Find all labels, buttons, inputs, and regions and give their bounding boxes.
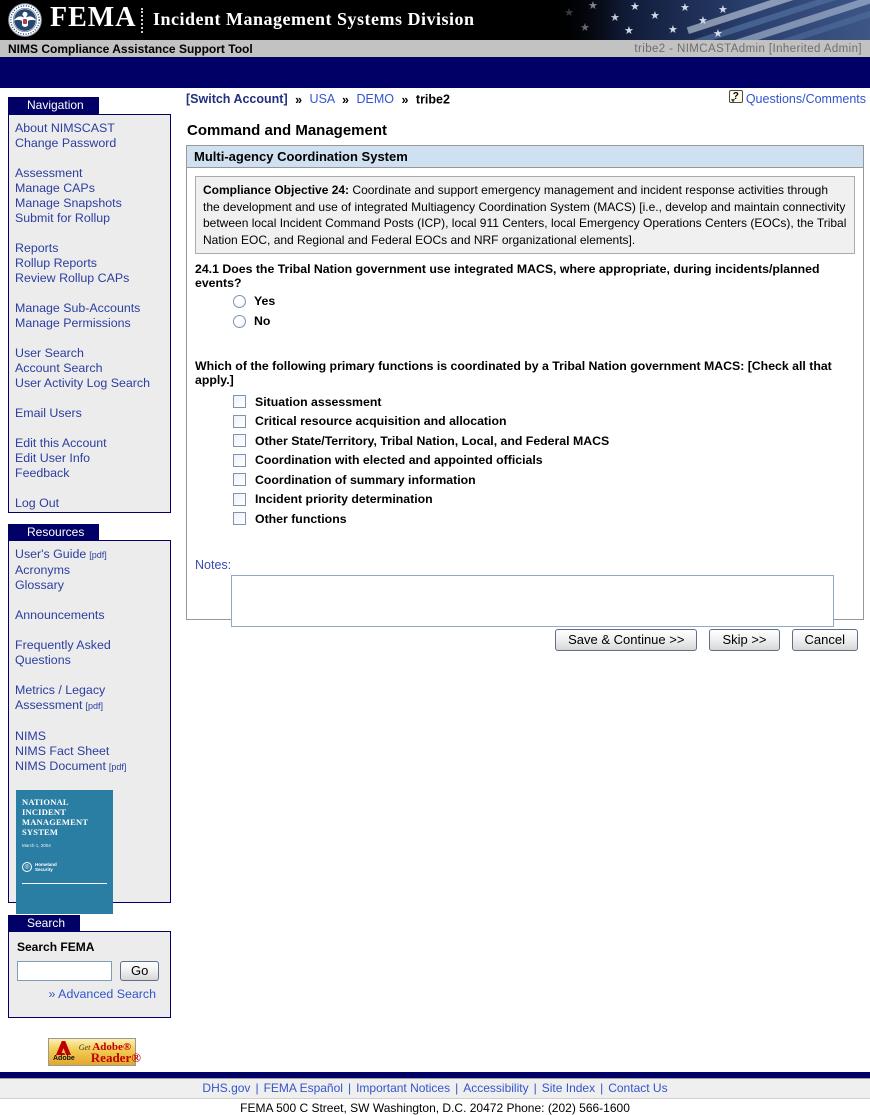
link-nims-fact-sheet[interactable]: NIMS Fact Sheet (15, 744, 110, 758)
link-account-search[interactable]: Account Search (15, 361, 103, 375)
link-change-password[interactable]: Change Password (15, 136, 117, 150)
sidebar-search-box (8, 931, 171, 1018)
go-button[interactable]: Go (120, 961, 159, 981)
svg-text:★: ★ (650, 10, 660, 22)
checkbox-coordination-officials[interactable] (233, 454, 246, 467)
link-feedback[interactable]: Feedback (15, 466, 70, 480)
link-manage-permissions[interactable]: Manage Permissions (15, 316, 131, 330)
svg-text:★: ★ (698, 15, 708, 27)
link-manage-snapshots[interactable]: Manage Snapshots (15, 196, 122, 210)
question-24-1: 24.1 Does the Tribal Nation government use integrated MACS, where appropriate, during incidents/planned events? (195, 262, 820, 290)
link-edit-user-info[interactable]: Edit User Info (15, 451, 91, 465)
breadcrumb-link-demo[interactable]: DEMO (356, 92, 394, 106)
checkbox-situation-assessment[interactable] (233, 395, 246, 408)
adobe-brand-label: Adobe (53, 1055, 75, 1062)
link-user-search[interactable]: User Search (15, 346, 84, 360)
checkbox-critical-resource[interactable] (233, 415, 246, 428)
action-buttons (186, 629, 864, 651)
switch-account-link[interactable]: [Switch Account] (186, 92, 288, 106)
radio-yes-label: Yes (254, 294, 276, 308)
footer-link-accessibility[interactable]: Accessibility (463, 1081, 529, 1095)
user-status: tribe2 - NIMCASTAdmin [Inherited Admin] (634, 42, 862, 55)
sidebar-nav-box (8, 114, 171, 513)
objective-label: Compliance Objective 24: (203, 183, 350, 197)
footer-link-dhs[interactable]: DHS.gov (202, 1081, 251, 1095)
us-flag-image (550, 0, 870, 40)
radio-no-label: No (254, 314, 271, 328)
sidebar-resources-box (8, 540, 171, 903)
pdf-tag: [pdf] (89, 550, 107, 560)
footer-link-contact[interactable]: Contact Us (608, 1081, 668, 1095)
compliance-objective: Compliance Objective 24: Coordinate and support emergency management and incident response activities through the development and use of integrated Multiagency Coordination System (MACS) [i.e., develop and maintain connectivity between local Incident Command Posts (ICP), local 911 Centers, local Emergency Operations Centers (EOCs), the Tribal Nation EOC, and Regional and Federal EOCs and NRF organizational elements]. (195, 176, 855, 254)
link-reports[interactable]: Reports (15, 241, 59, 255)
link-submit-for-rollup[interactable]: Submit for Rollup (15, 211, 111, 225)
notes-textarea[interactable] (231, 575, 834, 627)
link-manage-caps[interactable]: Manage CAPs (15, 181, 95, 195)
link-email-users[interactable]: Email Users (15, 406, 82, 420)
checkbox-other-functions[interactable] (233, 512, 246, 525)
breadcrumb-link-usa[interactable]: USA (309, 92, 335, 106)
search-input[interactable] (17, 961, 112, 981)
link-edit-this-account[interactable]: Edit this Account (15, 436, 107, 450)
link-nims[interactable]: NIMS (15, 729, 46, 743)
nims-cover-date: March 1, 2004 (22, 843, 51, 848)
question-panel: Multi-agency Coordination System Compliance Objective 24: Coordinate and support emergency management and incident response activities through the development and use of integrated Multiagency Coordination System (MACS) [i.e., develop and maintain connectivity between local Incident Command Posts (ICP), local 911 Centers, local Emergency Operations Centers (EOCs), the Tribal Nation EOC, and Regional and Federal EOCs and NRF organizational elements]. 24.1 Does the Tribal Nation government use integrated MACS, where appropriate, during incidents/planned events? Yes No Which of the following primary functions is coordinated by a Tribal Nation government MACS: [Check all that apply.] Situation assessment Critical resource acquisition and allocation Other State/Territory, Tribal Nation, Local, and Federal MACS Coordination with elected and appointed officials Coordination of summary information Incident priority determination Other functions Notes: (186, 145, 864, 620)
homeland-security-logo: ◎ Homeland Security (22, 862, 107, 872)
checkbox-incident-priority[interactable] (233, 493, 246, 506)
division-title: Incident Management Systems Division (153, 9, 475, 29)
question-checklist: Which of the following primary functions is coordinated by a Tribal Nation government MACS: [Check all that apply.] (195, 359, 832, 387)
footer-link-espanol[interactable]: FEMA Español (263, 1081, 343, 1095)
advanced-search-link[interactable]: » Advanced Search (48, 987, 156, 1001)
breadcrumb-separator: » (295, 92, 303, 107)
sidebar-nav-header: Navigation (8, 97, 99, 114)
questions-comments-link[interactable]: Questions/Comments (745, 92, 866, 106)
link-metrics-legacy-assessment[interactable]: Metrics / Legacy Assessment [pdf] (15, 683, 106, 712)
navy-band (0, 57, 870, 88)
link-announcements[interactable]: Announcements (15, 608, 105, 622)
link-review-rollup-caps[interactable]: Review Rollup CAPs (15, 271, 130, 285)
radio-no[interactable] (233, 315, 246, 328)
breadcrumb (186, 92, 866, 107)
breadcrumb-separator: » (401, 92, 409, 107)
link-about-nimscast[interactable]: About NIMSCAST (15, 121, 115, 135)
svg-text:★: ★ (713, 28, 723, 40)
dhs-seal-icon (8, 3, 42, 40)
search-fema-label: Search FEMA (17, 940, 95, 954)
link-user-activity-log-search[interactable]: User Activity Log Search (15, 376, 150, 390)
link-assessment[interactable]: Assessment (15, 166, 83, 180)
link-faq[interactable]: Frequently Asked Questions (15, 638, 111, 667)
svg-text:★: ★ (624, 25, 634, 37)
link-rollup-reports[interactable]: Rollup Reports (15, 256, 97, 270)
pdf-tag: [pdf] (85, 701, 103, 711)
header-divider (141, 8, 143, 33)
app-title: NIMS Compliance Assistance Support Tool (8, 41, 253, 56)
save-continue-button[interactable]: Save & Continue >> (555, 629, 697, 651)
adobe-logo-icon (56, 1041, 71, 1055)
app-bar (0, 40, 870, 57)
svg-text:★: ★ (680, 2, 690, 14)
checkbox-coordination-summary[interactable] (233, 473, 246, 486)
footer-address: FEMA 500 C Street, SW Washington, D.C. 20472 Phone: (202) 566-1600 (240, 1101, 630, 1115)
skip-button[interactable]: Skip >> (709, 629, 779, 651)
question-icon: ? (729, 90, 743, 103)
page-title: Command and Management (187, 122, 388, 139)
breadcrumb-current: tribe2 (415, 92, 450, 107)
cancel-button[interactable]: Cancel (792, 629, 858, 651)
panel-title: Multi-agency Coordination System (187, 146, 863, 168)
checkbox-other-macs[interactable] (233, 434, 246, 447)
link-glossary[interactable]: Glossary (15, 578, 64, 592)
link-log-out[interactable]: Log Out (15, 496, 60, 510)
notes-label: Notes: (195, 557, 232, 572)
sidebar-search-header: Search (8, 915, 80, 932)
link-users-guide[interactable]: User's Guide [pdf] (15, 547, 107, 561)
nims-cover-title: NATIONAL INCIDENT MANAGEMENT SYSTEM (22, 797, 89, 837)
pdf-tag: [pdf] (108, 762, 127, 772)
link-acronyms[interactable]: Acronyms (15, 563, 71, 577)
svg-text:★: ★ (718, 4, 728, 16)
link-manage-sub-accounts[interactable]: Manage Sub-Accounts (15, 301, 141, 315)
sidebar-resources-header: Resources (8, 524, 99, 541)
footer-link-notices[interactable]: Important Notices (356, 1081, 451, 1095)
radio-yes[interactable] (233, 295, 246, 308)
svg-text:★: ★ (630, 1, 640, 13)
link-nims-document[interactable]: NIMS Document [pdf] (15, 759, 127, 773)
get-adobe-reader-badge[interactable]: Adobe Get Adobe® Reader® (48, 1038, 136, 1066)
breadcrumb-separator: » (342, 92, 349, 107)
footer-link-site-index[interactable]: Site Index (541, 1081, 596, 1095)
fema-logo: FEMA (50, 2, 137, 33)
top-header (0, 0, 870, 40)
footer-links-bar: DHS.gov | FEMA Español | Important Notices | Accessibility | Site Index | Contact Us (0, 1078, 870, 1099)
svg-text:★: ★ (668, 24, 678, 36)
nims-cover-image[interactable] (16, 790, 113, 914)
